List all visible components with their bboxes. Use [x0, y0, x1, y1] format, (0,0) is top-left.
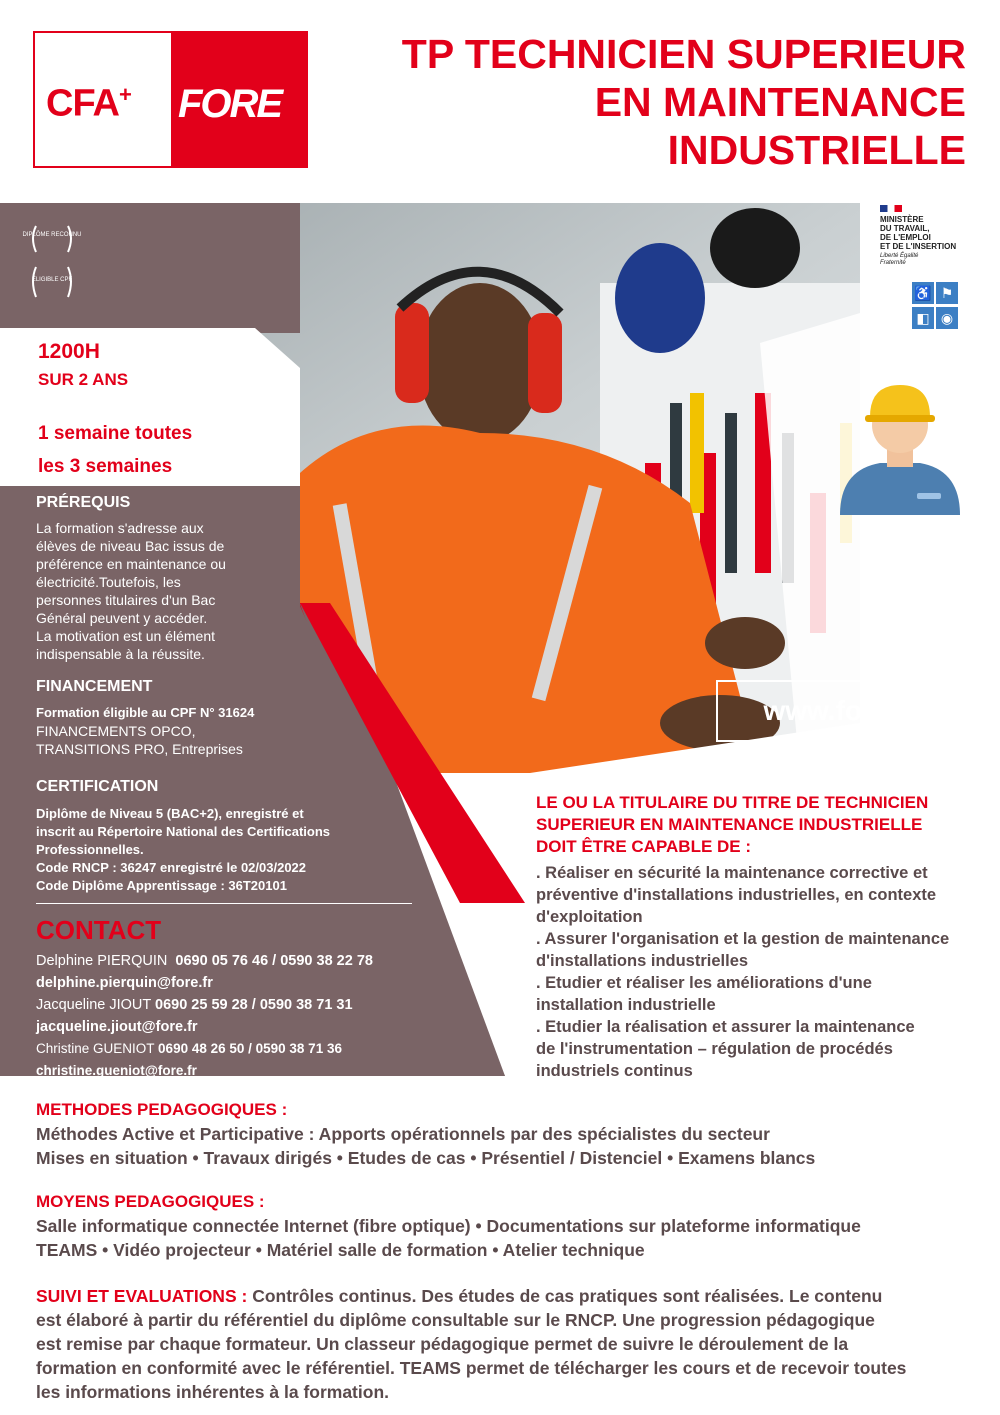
- worker-helmet-icon: [835, 375, 965, 515]
- capable-heading: LE OU LA TITULAIRE DU TITRE DE TECHNICIEN SUPERIEUR EN MAINTENANCE INDUSTRIELLE DOIT ÊTRE CAPABLE DE :: [536, 793, 929, 856]
- wheelchair-icon: ♿: [912, 282, 934, 304]
- website-link[interactable]: www.fore.fr: [716, 680, 964, 742]
- contact-email[interactable]: christine.gueniot@fore.fr: [36, 1063, 197, 1078]
- contact-email[interactable]: jacqueline.jiout@fore.fr: [36, 1019, 198, 1035]
- accessibility-icons: [912, 282, 968, 332]
- financement-heading: FINANCEMENT: [36, 678, 153, 695]
- capable-list: . Réaliser en sécurité la maintenance corrective et préventive d'installations industrielles, en contexte d'exploitation . Assurer l'organisation et la gestion de maintenance d'installations industrielles . Etudier et réaliser les améliorations d'une installation industrielle . Etudier la réalisation et assurer la maintenance de l'instrumentation – régulation de procédés industriels continus: [536, 864, 950, 1080]
- contact-person: Jacqueline JIOUT 0690 25 59 28 / 0590 38 71 31: [36, 997, 353, 1013]
- moyens-section: MOYENS PEDAGOGIQUES : Salle informatique connectée Internet (fibre optique) • Documentations sur plateforme informatique TEAMS • Vidéo projecteur • Matériel salle de formation • Atelier technique: [36, 1192, 861, 1260]
- svg-text:DIPLÔME RECONNU: DIPLÔME RECONNU: [22, 232, 82, 238]
- duration-hours: 1200H: [38, 340, 100, 363]
- financement-text: Formation éligible au CPF N° 31624 FINANCEMENTS OPCO, TRANSITIONS PRO, Entreprises: [36, 705, 255, 757]
- rhythm-line-1: 1 semaine toutes: [38, 423, 193, 444]
- duration-years: SUR 2 ANS: [38, 370, 129, 389]
- certification-text: Diplôme de Niveau 5 (BAC+2), enregistré et inscrit au Répertoire National des Certifications Professionnelles. Code RNCP : 36247 enregistré le 02/03/2022 Code Diplôme Apprentissage : 36T20101: [36, 806, 331, 893]
- logo-fore: FORE: [178, 82, 282, 126]
- methodes-section: METHODES PEDAGOGIQUES : Méthodes Active et Participative : Apports opérationnels par des spécialistes du secteur Mises en situation • Travaux dirigés • Etudes de cas • Présentiel / Distenciel • Examens blancs: [36, 1100, 816, 1168]
- suivi-section: SUIVI ET EVALUATIONS : Contrôles continus. Des études de cas pratiques sont réalisées. Le contenu est élaboré à partir du référentiel du diplôme consultable sur le RNCP. Une progression pédagogique est remise par chaque formateur. Un classeur pédagogique permet de suivre le déroulement de la formation en conformité avec le référentiel. TEAMS permet de télécharger les cours et de recevoir toutes les informations inhérentes à la formation.: [36, 1286, 907, 1402]
- hearing-icon: ◉: [936, 307, 958, 329]
- contact-list: [36, 950, 456, 1082]
- rhythm-line-2: les 3 semaines: [38, 456, 173, 477]
- visual-icon: ◧: [912, 307, 934, 329]
- contact-heading: CONTACT: [36, 915, 162, 945]
- ministry-logo: MINISTÈRE DU TRAVAIL, DE L'EMPLOI ET DE L'INSERTION Liberté Égalité Fraternité: [880, 205, 990, 267]
- contact-person: Delphine PIERQUIN 0690 05 76 46 / 0590 38 22 78: [36, 953, 373, 969]
- page-title: TP TECHNICIEN SUPERIEUR EN MAINTENANCE INDUSTRIELLE: [401, 31, 966, 173]
- french-flag-icon: [880, 205, 902, 212]
- divider: [36, 903, 412, 904]
- cpf-badge-icon: [30, 263, 74, 301]
- contact-person: Christine GUENIOT 0690 48 26 50 / 0590 38 71 36: [36, 1041, 342, 1056]
- mobility-icon: ⚑: [936, 282, 958, 304]
- prerequis-text: La formation s'adresse aux élèves de niveau Bac issus de préférence en maintenance ou électricité.Toutefois, les personnes titulaires d'un Bac Général peuvent y accéder. La motivation est un élément indispensable à la réussite.: [36, 520, 226, 662]
- logo-cfa: CFA+: [46, 82, 131, 125]
- prerequis-heading: PRÉREQUIS: [36, 494, 131, 511]
- contact-email[interactable]: delphine.pierquin@fore.fr: [36, 975, 213, 991]
- diplome-badge-icon: [22, 222, 82, 256]
- certification-heading: CERTIFICATION: [36, 778, 159, 795]
- svg-text:ÉLIGIBLE CPF: ÉLIGIBLE CPF: [31, 277, 73, 283]
